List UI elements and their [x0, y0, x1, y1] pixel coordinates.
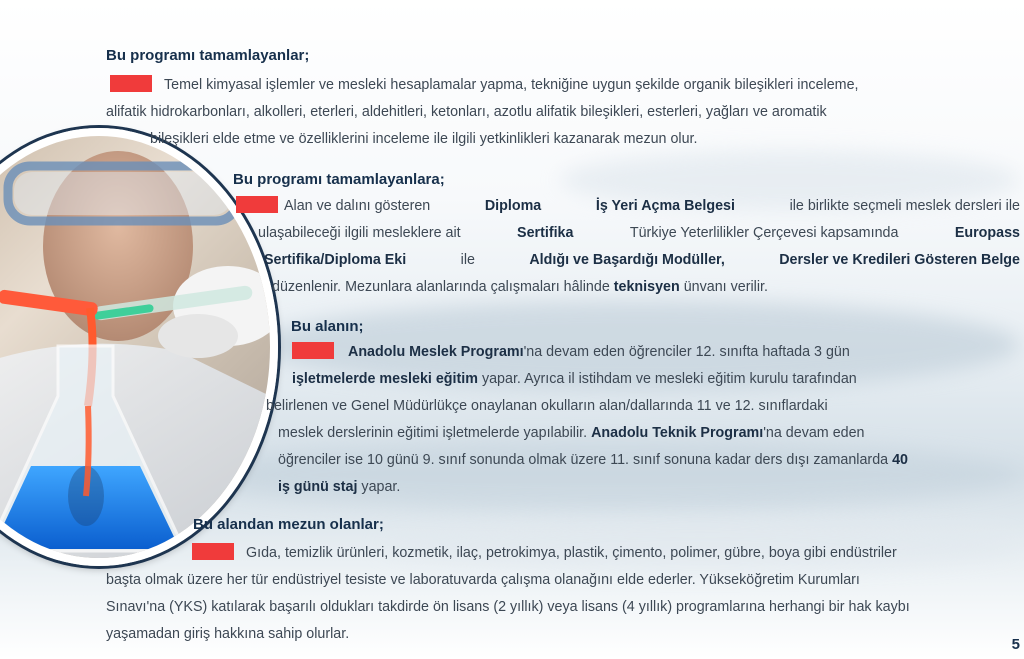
section3-line: iş günü staj yapar. — [278, 479, 401, 495]
page-number: 5 — [1011, 636, 1020, 653]
chemist-illustration — [0, 136, 270, 558]
section4-line: yaşamadan giriş hakkına sahip olurlar. — [106, 626, 350, 642]
section1-paragraph — [106, 72, 996, 153]
section2-line: Alan ve dalını gösteren Diploma İş Yeri Açma Belgesi ile birlikte seçmeli meslek dersleri ile — [236, 193, 1020, 220]
section4-line: başta olmak üzere her tür endüstriyel tesiste ve laboratuvarda çalışma olanağını elde ederler. Yükseköğretim Kurumları — [106, 572, 860, 588]
section3-line: öğrenciler ise 10 günü 9. sınıf sonunda olmak üzere 11. sınıf sonuna kadar ders dışı zamanlarda 40 — [278, 452, 908, 468]
section3-line: işletmelerde mesleki eğitim yapar. Ayrıca il istihdam ve mesleki eğitim kurulu tarafından — [292, 371, 857, 387]
section2-line: Sertifika/Diploma Eki ile Aldığı ve Başardığı Modüller, Dersler ve Kredileri Gösteren Belge — [264, 252, 1020, 268]
section3-line: Anadolu Meslek Programı'na devam eden öğrenciler 12. sınıfta haftada 3 gün — [266, 339, 1018, 366]
section1-heading: Bu programı tamamlayanlar; — [106, 47, 310, 64]
bullet-marker — [236, 196, 278, 213]
section2-line: düzenlenir. Mezunlara alanlarında çalışmaları hâlinde teknisyen ünvanı verilir. — [272, 279, 768, 295]
section4-paragraph — [106, 540, 1018, 648]
section1-line: Temel kimyasal işlemler ve mesleki hesaplamalar yapma, tekniğine uygun şekilde organik bileşikleri inceleme, — [106, 72, 996, 99]
section3-line: belirlenen ve Genel Müdürlükçe onaylanan okulların alan/dallarında 11 ve 12. sınıflardaki — [266, 398, 828, 414]
section4-line: Sınavı'na (YKS) katılarak başarılı oldukları takdirde ön lisans (2 yıllık) veya lisans (4 yıllık) programlarına herhangi bir hak kaybı — [106, 599, 910, 615]
bullet-marker — [110, 75, 152, 92]
section4-line: Gıda, temizlik ürünleri, kozmetik, ilaç, petrokimya, plastik, çimento, polimer, gübre, boya gibi endüstriler — [106, 540, 1018, 567]
section3-heading: Bu alanın; — [291, 318, 364, 335]
section3-paragraph — [266, 339, 1018, 501]
section1-line: alifatik hidrokarbonları, alkolleri, eterleri, aldehitleri, ketonları, azotlu alifatik bileşikleri, esterleri, yağları ve aromatik — [106, 104, 827, 120]
section4-heading: Bu alandan mezun olanlar; — [193, 516, 384, 533]
section2-line: ulaşabileceği ilgili mesleklere ait Sertifika Türkiye Yeterlilikler Çerçevesi kapsamında Europass — [258, 225, 1020, 241]
section1-line: bileşikleri elde etme ve özelliklerini inceleme ile ilgili yetkinlikleri kazanarak mezun olur. — [150, 131, 698, 147]
section2-paragraph — [236, 193, 1020, 301]
bullet-marker — [292, 342, 334, 359]
bullet-marker — [192, 543, 234, 560]
section3-line: meslek derslerinin eğitimi işletmelerde yapılabilir. Anadolu Teknik Programı'na devam eden — [278, 425, 865, 441]
section2-heading: Bu programı tamamlayanlara; — [233, 171, 445, 188]
